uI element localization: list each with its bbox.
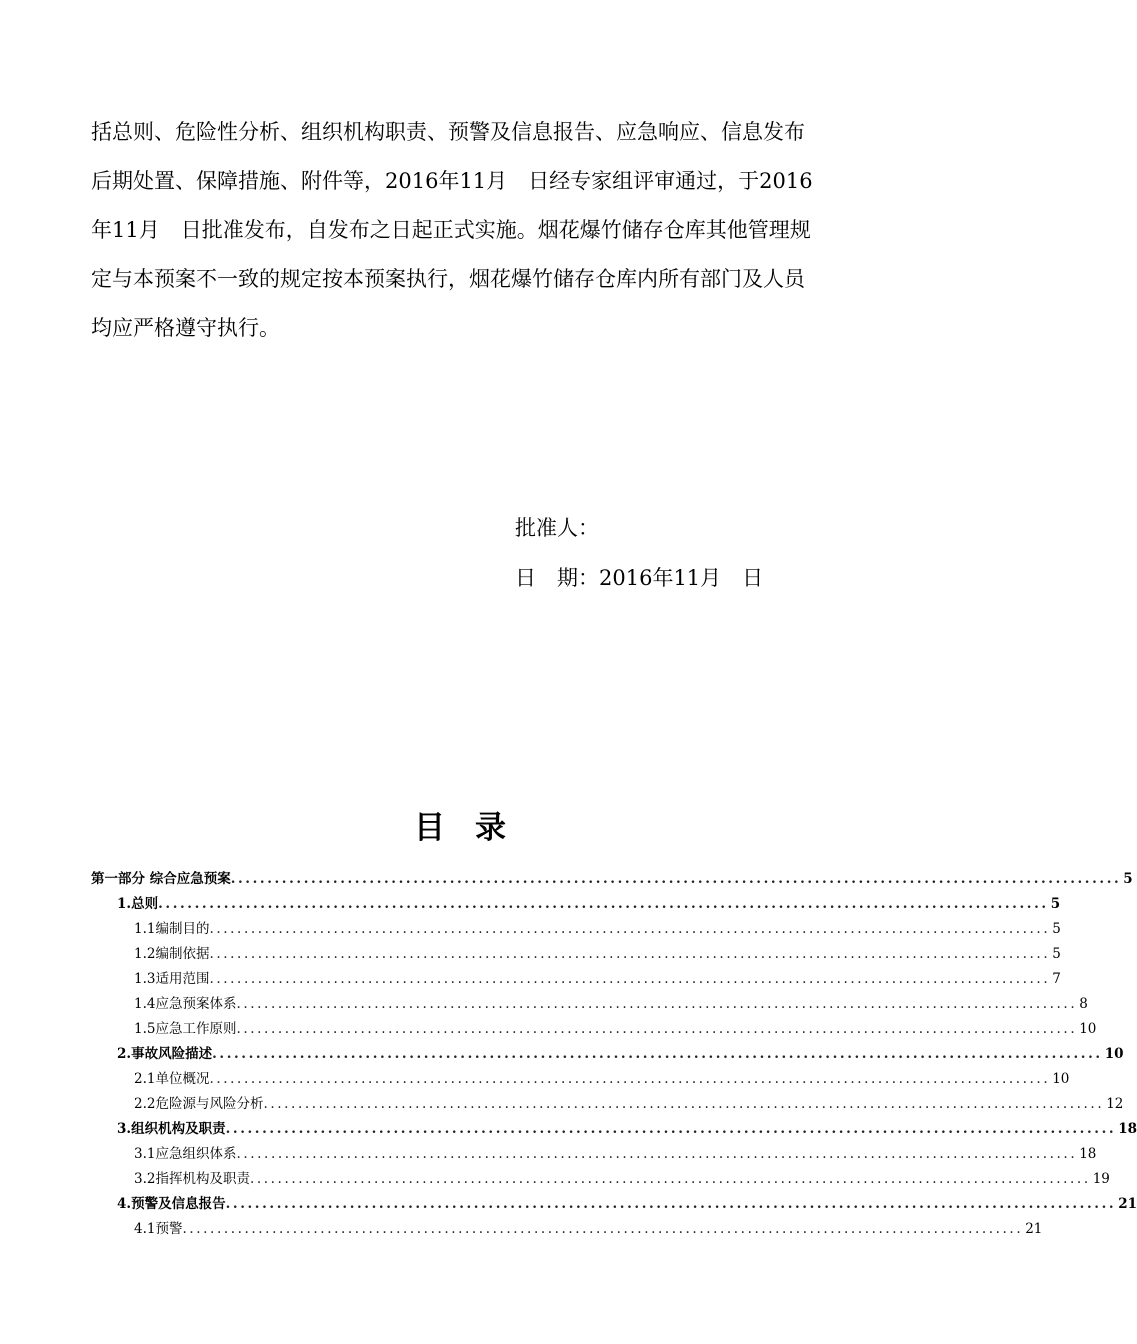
toc-entry[interactable] <box>134 990 1088 1012</box>
toc-page-number: 10 <box>1052 1071 1070 1087</box>
toc-page-number: 10 <box>1079 1021 1097 1037</box>
toc-entry-label: 4.1预警 <box>134 1221 183 1237</box>
toc-leader: .......................................................................................................................... <box>236 1146 1078 1162</box>
paragraph-line: 后期处置、保障措施、附件等，2016年11月 日经专家组评审通过，于2016 <box>91 169 813 193</box>
toc-entry[interactable] <box>134 1215 1043 1237</box>
toc-page-number: 12 <box>1106 1096 1124 1112</box>
toc-page-number: 21 <box>1118 1196 1137 1212</box>
toc-entry-label: 1.总则 <box>117 896 159 912</box>
toc-leader: .......................................................................................................................... <box>182 1221 1024 1237</box>
toc-page-number: 7 <box>1052 971 1061 987</box>
approver-label: 批准人： <box>515 516 599 540</box>
toc-entry-label: 1.1编制目的 <box>134 921 210 937</box>
toc-entry[interactable] <box>134 1015 1097 1037</box>
toc-entry[interactable] <box>134 940 1061 962</box>
toc-leader: .......................................................................................................................... <box>236 996 1078 1012</box>
toc-page-number: 5 <box>1052 921 1061 937</box>
toc-entry[interactable] <box>117 1040 1124 1062</box>
toc-entry[interactable] <box>117 890 1061 912</box>
approval-date: 日 期：2016年11月 日 <box>515 566 764 590</box>
toc-entry-label: 3.1应急组织体系 <box>134 1146 237 1162</box>
toc-entry-label: 1.2编制依据 <box>134 946 210 962</box>
toc-page-number: 21 <box>1025 1221 1043 1237</box>
toc-leader: .......................................................................................................................... <box>225 1196 1117 1212</box>
toc-leader: .......................................................................................................................... <box>212 1046 1103 1062</box>
toc-entry-label: 1.5应急工作原则 <box>134 1021 237 1037</box>
toc-entry-label: 2.事故风险描述 <box>117 1046 213 1062</box>
toc-leader: .......................................................................................................................... <box>209 1071 1051 1087</box>
toc-leader: .......................................................................................................................... <box>209 946 1051 962</box>
toc-page-number: 10 <box>1104 1046 1124 1062</box>
toc-entry-label: 4.预警及信息报告 <box>117 1196 226 1212</box>
toc-entry-label: 1.4应急预案体系 <box>134 996 237 1012</box>
toc-entry-label: 第一部分 综合应急预案 <box>91 871 231 887</box>
paragraph-line: 年11月 日批准发布，自发布之日起正式实施。烟花爆竹储存仓库其他管理规 <box>91 218 811 242</box>
toc-entry[interactable] <box>134 965 1061 987</box>
toc-entry[interactable] <box>134 915 1061 937</box>
toc-entry[interactable] <box>134 1165 1110 1187</box>
toc-page-number: 5 <box>1123 871 1133 887</box>
toc-title: 目录 <box>414 810 536 846</box>
toc-leader: .......................................................................................................................... <box>230 871 1122 887</box>
toc-entry[interactable] <box>91 865 1133 887</box>
toc-entry[interactable] <box>117 1115 1137 1137</box>
toc-page-number: 18 <box>1079 1146 1097 1162</box>
body-paragraph <box>91 108 861 353</box>
toc-page-number: 5 <box>1052 946 1061 962</box>
toc-leader: .......................................................................................................................... <box>263 1096 1105 1112</box>
toc-page-number: 8 <box>1079 996 1088 1012</box>
toc-entry-label: 3.2指挥机构及职责 <box>134 1171 250 1187</box>
toc-entry-label: 2.2危险源与风险分析 <box>134 1096 264 1112</box>
paragraph-line: 定与本预案不一致的规定按本预案执行，烟花爆竹储存仓库内所有部门及人员 <box>91 267 805 291</box>
toc-leader: .......................................................................................................................... <box>158 896 1049 912</box>
toc-leader: .......................................................................................................................... <box>209 971 1051 987</box>
paragraph-line: 括总则、危险性分析、组织机构职责、预警及信息报告、应急响应、信息发布 <box>91 120 805 144</box>
toc-page-number: 5 <box>1050 896 1061 912</box>
toc-entry-label: 3.组织机构及职责 <box>117 1121 226 1137</box>
toc-page-number: 19 <box>1092 1171 1110 1187</box>
toc-leader: .......................................................................................................................... <box>249 1171 1091 1187</box>
paragraph-line: 均应严格遵守执行。 <box>91 316 280 340</box>
toc-entry-label: 1.3适用范围 <box>134 971 210 987</box>
toc-entry[interactable] <box>134 1140 1097 1162</box>
toc-entry[interactable] <box>134 1065 1070 1087</box>
toc-leader: .......................................................................................................................... <box>225 1121 1117 1137</box>
toc-leader: .......................................................................................................................... <box>209 921 1051 937</box>
toc-leader: .......................................................................................................................... <box>236 1021 1078 1037</box>
toc-entry[interactable] <box>117 1190 1137 1212</box>
toc-page-number: 18 <box>1118 1121 1137 1137</box>
toc-entry[interactable] <box>134 1090 1124 1112</box>
toc-entry-label: 2.1单位概况 <box>134 1071 210 1087</box>
